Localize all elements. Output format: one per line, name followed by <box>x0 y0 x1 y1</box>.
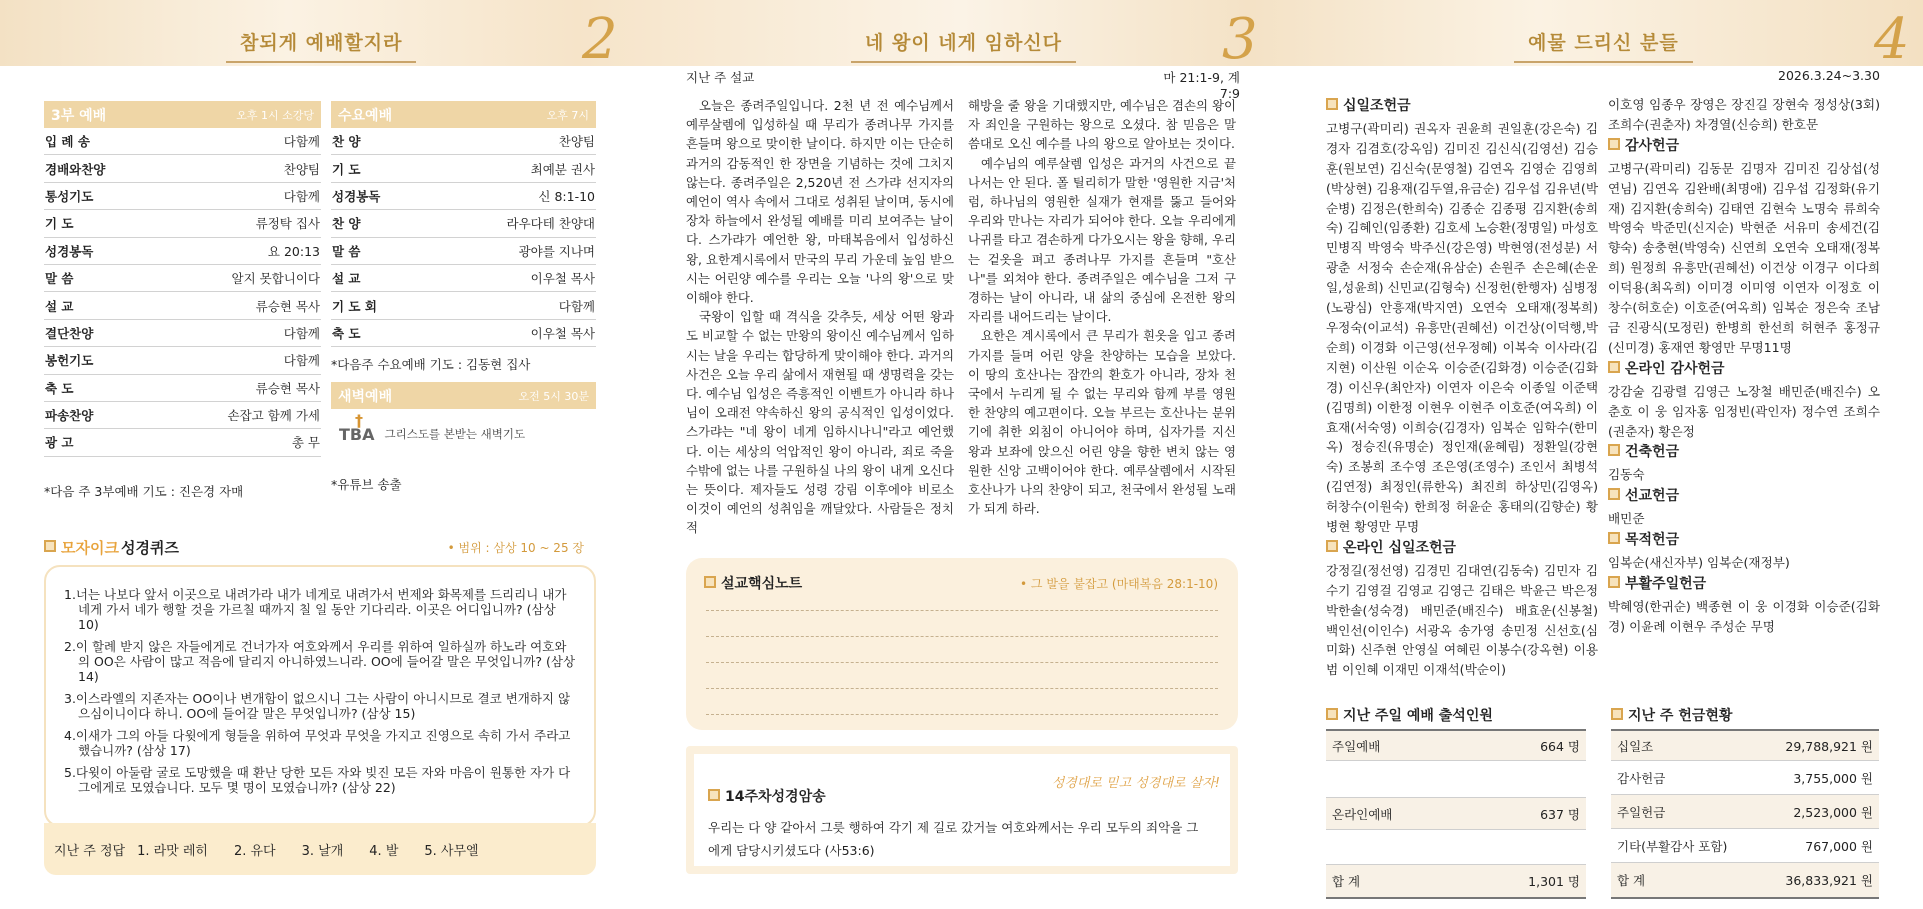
schedule-value: 알지 못합니이다 <box>231 271 320 287</box>
schedule-row <box>44 320 321 347</box>
schedule-header <box>44 101 321 128</box>
row-value: 36,833,921 원 <box>1785 873 1873 888</box>
square-icon <box>1611 708 1628 724</box>
schedule-item: 기 도 <box>45 216 74 232</box>
schedule-item: 찬 양 <box>332 216 361 232</box>
sermon-paragraph: 예수님의 예루살렘 입성은 과거의 사건으로 끝나서는 안 된다. 폴 틸리히가 말한 '영원한 지금'처럼, 하나님의 영원한 실재가 현재를 뚫고 들어와 우리와 만나는 자리가 되어야 한다. 오늘 우리에게 나귀를 타고 겸손하게 다가오시는 왕을 향해, 우리는 겉옷을 펴고 종려나무 가지를 흔들며 "호산나"를 외쳐야 한다. 종려주일은 예수님을 그저 구경하는 날이 아니라, 내 삶의 중심에 온전한 왕의 자리를 내어드리는 날이다. <box>968 155 1236 325</box>
answer-item: 5. 사무엘 <box>424 843 479 859</box>
quiz-question: 4.이새가 그의 아들 다윗에게 형들을 위하여 무엇과 무엇을 가지고 진영으로 속히 가서 주라고 했습니까? (삼상 17) <box>64 728 571 758</box>
table-row <box>1611 795 1879 829</box>
answer-item: 3. 날개 <box>301 843 344 859</box>
schedule-row <box>331 238 596 265</box>
dawn-logo: † TBA 그리스도를 본받는 새벽기도 <box>339 410 526 444</box>
schedule-item: 말 씀 <box>45 271 74 287</box>
row-label: 합 계 <box>1617 873 1646 888</box>
attendance-title-text: 지난 주일 예배 출석인원 <box>1343 708 1493 724</box>
schedule-item: 축 도 <box>45 380 74 396</box>
row-label: 주일헌금 <box>1617 804 1666 820</box>
note-reference: • 그 발을 붙잡고 (마태복음 28:1-10) <box>1020 577 1218 591</box>
row-label: 감사헌금 <box>1617 770 1666 786</box>
schedule-value: 광야를 지나며 <box>518 243 595 259</box>
schedule-value: 다함께 <box>283 134 320 150</box>
schedule-item: 입 례 송 <box>45 134 90 150</box>
schedule-row <box>44 292 321 319</box>
row-label: 온라인예배 <box>1332 806 1393 822</box>
table-row <box>1326 798 1586 830</box>
schedule-row <box>331 128 596 155</box>
memory-verse: 우리는 다 양 같아서 그릇 행하여 각기 제 길로 갔거늘 여호와께서는 우리 모두의 죄악을 그에게 담당시키셨도다 (사53:6) <box>708 820 1199 858</box>
offering-heading <box>1326 97 1598 117</box>
schedule-item: 기 도 회 <box>332 298 377 314</box>
sermon-paragraph: 해방을 줄 왕을 기대했지만, 예수님은 겸손의 왕이자 죄인을 구원하는 왕으로 오셨다. 참 믿음은 말씀대로 오신 예수를 나의 왕으로 알아보는 것이다. <box>968 98 1236 152</box>
table-row <box>1611 829 1879 863</box>
offering-names: 고병구(곽미리) 권옥자 권윤희 권일훈(강은숙) 김경자 김겸호(강옥임) 김미진 김신식(김영선) 김승훈(원보연) 김신숙(문영철) 김연옥 김영순 김영희(박상현) 김용재(김두열,유금순) 김우섭 김유년(박순병) 김정은(한희숙) 김종순 김종평 김지환(송희숙) 김혜인(임종환) 김호세 노승환(정명일) 마성호 민병직 박영숙 박주신(강은영) 박현영(전성분) 서광춘 서정숙 손순재(유삼순) 손원주 손은혜(손운일,성윤희) 신민교(김형숙) 신정헌(한행자) 심병정(노광심) 안흥재(박지연) 오연숙 오태재(정복희) 우정숙(이교석) 유흥만(권혜선) 이건상(이덕행,박순희) 이경화 이근영(선우정혜) 이복숙 이사라(김지현) 이산원 이순옥 이승준(김화경) 이승준(김화경) 이신우(최안자) 이연자 이은숙 이종일 이준택(김명희) 이한정 이현우 이현주 이호준(여옥희) 이효재(서숙영) 이희승(김경자) 임복순 임학수(한미옥) 정승진(유명순) 정인재(윤혜림) 정환일(강현숙) 조봉희 조수영 조은영(조영수) 조인서 최병석(김연정) 최정인(류한옥) 최진희 하상민(김영옥) 허창수(이원숙) 한희정 허윤순 홍태의(김향순) 황병현 황영만 무명 <box>1326 120 1598 535</box>
schedule-row <box>44 210 321 237</box>
income-title-text: 지난 주 헌금현황 <box>1628 708 1733 724</box>
offering-heading <box>1608 137 1880 157</box>
schedule-value: 다함께 <box>283 353 320 369</box>
schedule-value: 류승현 목사 <box>255 298 320 314</box>
offering-names: 이호영 임종우 장영은 장진길 장현숙 정성상(3회) 조희수(권춘자) 차경열(신승희) 한호문 <box>1608 97 1880 132</box>
table-row <box>1611 761 1879 795</box>
memory-title-text: 14주차성경암송 <box>725 789 826 805</box>
offering-heading <box>1608 531 1880 551</box>
offering-names: 임복순(새신자부) 임복순(재정부) <box>1608 554 1790 570</box>
income-table <box>1611 729 1879 899</box>
row-label: 십일조 <box>1617 738 1654 754</box>
table-row <box>1326 761 1586 798</box>
square-icon <box>704 576 721 592</box>
answer-item: 1. 라맛 레히 <box>137 843 208 859</box>
schedule-row <box>331 155 596 182</box>
row-value: 1,301 명 <box>1528 874 1580 889</box>
schedule-value: 최예분 권사 <box>530 161 595 177</box>
schedule-value: 류승현 목사 <box>255 380 320 396</box>
offering-heading-text: 십일조헌금 <box>1343 98 1411 114</box>
sermon-reference: 마 21:1-9, 계 7:9 <box>1163 70 1240 101</box>
schedule-value: 라우다테 찬양대 <box>506 216 595 232</box>
offering-heading-text: 온라인 십일조헌금 <box>1343 539 1457 556</box>
note-line <box>706 636 1218 637</box>
attendance-title <box>1326 705 1493 725</box>
schedule-item: 성경봉독 <box>45 243 94 259</box>
page-number: 4 <box>1874 7 1910 72</box>
schedule-name: 3부 예배 <box>51 107 107 124</box>
schedule-value: 신 8:1-10 <box>538 188 595 204</box>
schedule-row <box>44 128 321 155</box>
schedule-value: 손잡고 함께 가세 <box>227 408 320 424</box>
sermon-label: 지난 주 설교 <box>686 70 755 85</box>
schedule-item: 성경봉독 <box>332 188 381 204</box>
page-title: 참되게 예배할지라 <box>240 28 402 55</box>
quiz-range: • 범위 : 삼상 10 ~ 25 장 <box>447 541 584 555</box>
row-label: 기타(부활감사 포함) <box>1617 838 1728 854</box>
schedule-row <box>44 375 321 402</box>
schedule-value: 이우철 목사 <box>530 325 595 341</box>
schedule-name: 새벽예배 <box>338 388 393 405</box>
quiz-question: 1.너는 나보다 앞서 이곳으로 내려가라 내가 네게로 내려가서 번제와 화목제를 드리리니 내가 네게 가서 네가 행할 것을 가르칠 때까지 칠 일 동안 기다리라. 이곳은 어디입니까? (삼상 10) <box>64 587 567 632</box>
sermon-note-box <box>686 558 1238 730</box>
schedule-value: 총 무 <box>291 435 320 451</box>
schedule-header <box>331 101 596 128</box>
schedule-value: 찬양팀 <box>558 134 595 150</box>
memory-slogan: 성경대로 믿고 성경대로 살자! <box>1051 776 1220 791</box>
quiz-header <box>44 537 596 558</box>
wednesday-schedule <box>331 101 596 493</box>
quiz-question: 2.이 할례 받지 않은 자들에게로 건너가자 여호와께서 우리를 위하여 일하실까 하노라 여호와의 OO은 사람이 많고 적음에 달리지 아니하였느니라. OO에 들어갈 말은 무엇입니까? (삼상 14) <box>64 639 576 684</box>
offering-heading-text: 목적헌금 <box>1625 532 1680 549</box>
schedule-value: 다함께 <box>283 188 320 204</box>
quiz-brand: 모자이크 <box>61 539 119 557</box>
table-row <box>1326 865 1586 899</box>
schedule-value: 이우철 목사 <box>530 271 595 287</box>
note-line <box>706 688 1218 689</box>
offering-names: 강정길(정선영) 김경민 김대연(김동숙) 김민자 김수기 김영걸 김영교 김영근 김태은 박윤근 박은정 박한솔(성숙경) 배민준(배진수) 배효운(신봉철) 백인선(이인수) 서광옥 송가영 송민정 신선호(심미화) 신주현 안영실 여혜린 이봉수(강옥현) 이용범 이인혜 이재민 이재석(박순이) <box>1326 562 1598 678</box>
schedule-item: 파송찬양 <box>45 408 94 424</box>
quiz-answers <box>44 823 596 875</box>
service3-schedule <box>44 101 321 457</box>
schedule-value: 류정탁 집사 <box>255 216 320 232</box>
quiz-question: 5.다윗이 아둘람 굴로 도망했을 때 환난 당한 모든 자와 빚진 모든 자와 마음이 원통한 자가 다 그에게로 모였습니다. 모두 몇 명이 모였습니까? (삼상 22) <box>64 765 571 795</box>
schedule-note: *다음 주 3부예배 기도 : 진은경 자매 <box>44 484 244 499</box>
offering-heading <box>1608 575 1880 595</box>
schedule-value: 다함께 <box>558 298 595 314</box>
schedule-item: 경배와찬양 <box>45 161 106 177</box>
row-value: 3,755,000 원 <box>1793 770 1873 786</box>
row-value: 637 명 <box>1540 806 1580 822</box>
note-line <box>706 662 1218 663</box>
schedule-value: 요 20:13 <box>267 243 320 259</box>
answer-item: 2. 유다 <box>233 843 276 859</box>
row-value: 2,523,000 원 <box>1793 804 1873 820</box>
sermon-paragraph: 국왕이 입할 때 격식을 갖추듯, 세상 어떤 왕과도 비교할 수 없는 만왕의 왕이신 예수님께서 임하시는 날을 우리는 합당하게 맞이해야 한다. 과거의 사건은 오늘 우리 삶에서 재현될 때 생명력을 갖는다. 예수님 입성은 즉흥적인 이벤트가 아니라 하나님이 오래전 약속하신 왕의 공식적인 입성이었다. 스가랴는 "네 왕이 네게 임하시나니"라고 예언했다. 이는 세상의 억압적인 왕이 아니라, 죄로 죽을 수밖에 없는 나를 구원하실 나의 왕이 내게 오신다는 뜻이다. 제자들도 성령 강림 이후에야 비로소 이것이 예언의 성취임을 깨달았다. 사람들은 정치적 <box>686 309 954 536</box>
offering-heading-text: 감사헌금 <box>1625 137 1680 154</box>
logo-mark: TBA <box>339 424 375 444</box>
schedule-time: 오후 1시 소강당 <box>236 108 314 122</box>
answer-item: 4. 발 <box>369 843 399 859</box>
offering-names: 고병구(곽미리) 김동문 김명자 김미진 김상섭(성연님) 김연옥 김완배(최명애) 김우섭 김정화(유기재) 김지환(송희숙) 김태연 김현숙 노명숙 류희숙 박영숙 박준민(신지순) 박현준 서유미 송세건(김향숙) 송충현(박영숙) 신연희 오연숙 오태재(정복희) 원정희 유흥만(권혜선) 이건상 이경구 이다희 이덕용(최옥희) 이미경 이미영 이연자 이정호 이창수(허호순) 이호준(여옥희) 임복순 정은숙 조남금 진광식(모정린) 한병희 한선희 허현주 홍정규(신미경) 홍재연 황영만 무명11명 <box>1608 160 1880 355</box>
schedule-row <box>44 347 321 374</box>
logo-text: 그리스도를 본받는 새벽기도 <box>384 427 526 442</box>
schedule-item: 광 고 <box>45 435 74 451</box>
square-icon <box>1326 708 1343 724</box>
schedule-item: 통성기도 <box>45 188 94 204</box>
schedule-row <box>44 238 321 265</box>
schedule-item: 기 도 <box>332 161 361 177</box>
offering-heading <box>1326 539 1598 559</box>
schedule-item: 찬 양 <box>332 134 361 150</box>
income-title <box>1611 705 1732 725</box>
note-title-text: 설교핵심노트 <box>721 576 803 592</box>
sermon-paragraph: 오늘은 종려주일입니다. 2천 년 전 예수님께서 예루살렘에 입성하실 때 무리가 종려나무 가지를 흔들며 왕으로 맞이한 날이다. 하지만 이는 단순히 과거의 감동적인 한 장면을 기념하는 것에 그치지 않는다. 종려주일은 2,520년 전 스가랴 선지자의 예언이 역사 속에서 그대로 성취된 날이며, 동시에 장차 하늘에서 완성될 예배를 미리 보여주는 날이다. 스가랴가 예언한 왕, 마태복음에서 입성하신 왕, 요한계시록에서 만국의 무리 가운데 높임 받으시는 어린양 예수를 우리는 오늘 '나의 왕'으로 맞이해야 한다. <box>686 98 954 306</box>
schedule-row <box>331 320 596 347</box>
note-title <box>704 573 802 593</box>
sermon-column <box>968 96 1236 518</box>
offering-names: 배민준 <box>1608 511 1645 527</box>
offering-column <box>1608 95 1880 637</box>
table-row <box>1326 830 1586 865</box>
memory-verse-box <box>686 746 1238 874</box>
memory-title <box>708 786 826 806</box>
offering-heading-text: 건축헌금 <box>1625 444 1680 461</box>
note-line <box>706 714 1218 715</box>
sermon-column <box>686 96 954 538</box>
schedule-row <box>44 265 321 292</box>
schedule-time: 오전 5시 30분 <box>518 389 589 403</box>
schedule-item: 설 교 <box>332 271 361 287</box>
schedule-note: *다음주 수요예배 기도 : 김동현 집사 <box>331 357 531 373</box>
schedule-row <box>44 155 321 182</box>
schedule-value: 다함께 <box>283 325 320 341</box>
schedule-row <box>331 265 596 292</box>
schedule-item: 말 씀 <box>332 243 361 259</box>
row-value: 664 명 <box>1540 738 1580 754</box>
row-value: 767,000 원 <box>1805 838 1873 854</box>
quiz-title: 성경퀴즈 <box>120 539 179 557</box>
offering-heading-text: 부활주일헌금 <box>1625 575 1707 592</box>
offering-heading-text: 선교헌금 <box>1625 488 1680 505</box>
page-title: 예물 드리신 분들 <box>1528 28 1679 55</box>
row-label: 합 계 <box>1332 874 1361 889</box>
table-row <box>1611 863 1879 899</box>
attendance-table <box>1326 729 1586 899</box>
page-title: 네 왕이 네게 임하신다 <box>865 28 1062 55</box>
schedule-time: 오후 7시 <box>546 108 589 122</box>
schedule-row <box>44 183 321 210</box>
row-label: 주일예배 <box>1332 738 1381 754</box>
page-number: 2 <box>582 7 618 72</box>
table-row <box>1326 729 1586 761</box>
schedule-row <box>44 402 321 429</box>
table-row <box>1611 729 1879 761</box>
offering-column <box>1326 95 1598 680</box>
schedule-header <box>331 382 596 409</box>
schedule-row <box>331 292 596 319</box>
offering-heading <box>1608 360 1880 380</box>
offering-heading-text: 온라인 감사헌금 <box>1625 360 1725 377</box>
sermon-paragraph: 요한은 계시록에서 큰 무리가 흰옷을 입고 종려 가지를 들며 어린 양을 찬양하는 모습을 보았다. 이 땅의 호산나는 잠깐의 환호가 아니라, 장차 천국에서 누리게 될 수 없는 무리와 함께 부를 영원한 찬양의 예고편이다. 오늘 부르는 호산나는 분위기에 취한 외침이 아니어야 하며, 십자가를 지신 왕과 보좌에 앉으신 어린 양을 향한 변치 않는 영원한 신앙 고백이어야 한다. 예루살렘에서 시작된 호산나가 나의 찬양이 되고, 천국에서 완성될 노래가 되게 하라. <box>968 328 1236 517</box>
answer-label: 지난 주 정답 <box>54 843 126 859</box>
schedule-row <box>331 183 596 210</box>
quiz-question: 3.이스라엘의 지존자는 OO이나 변개함이 없으시니 그는 사람이 아니시므로 결코 변개하지 않으심이니이다 하니. OO에 들어갈 말은 무엇입니까? (삼상 15) <box>64 691 571 721</box>
schedule-row <box>331 210 596 237</box>
memory-verse-inner <box>694 754 1230 866</box>
schedule-row <box>44 429 321 456</box>
schedule-name: 수요예배 <box>338 107 393 124</box>
offering-names: 강감술 김광렬 김영근 노장철 배민준(배진수) 오춘호 이 웅 임자홍 임정빈(곽인자) 정수연 조희수(권춘자) 황은정 <box>1608 383 1880 439</box>
schedule-item: 봉헌기도 <box>45 353 94 369</box>
schedule-value: 찬양팀 <box>283 161 320 177</box>
row-value: 29,788,921 원 <box>1785 738 1873 754</box>
schedule-item: 결단찬양 <box>45 325 94 341</box>
schedule-item: 축 도 <box>332 325 361 341</box>
square-icon <box>708 789 725 805</box>
offering-date: 2026.3.24~3.30 <box>1778 68 1880 83</box>
square-icon <box>44 540 61 556</box>
page-number: 3 <box>1222 7 1258 72</box>
quiz-box <box>44 565 596 827</box>
schedule-note: *유튜브 송출 <box>331 477 402 493</box>
offering-heading <box>1608 487 1880 507</box>
note-line <box>706 610 1218 611</box>
schedule-item: 설 교 <box>45 298 74 314</box>
offering-heading <box>1608 443 1880 463</box>
offering-names: 박혜영(한귀순) 백종현 이 웅 이경화 이승준(김화경) 이윤례 이현우 주성순 무명 <box>1608 598 1880 634</box>
offering-names: 김동숙 <box>1608 467 1645 483</box>
